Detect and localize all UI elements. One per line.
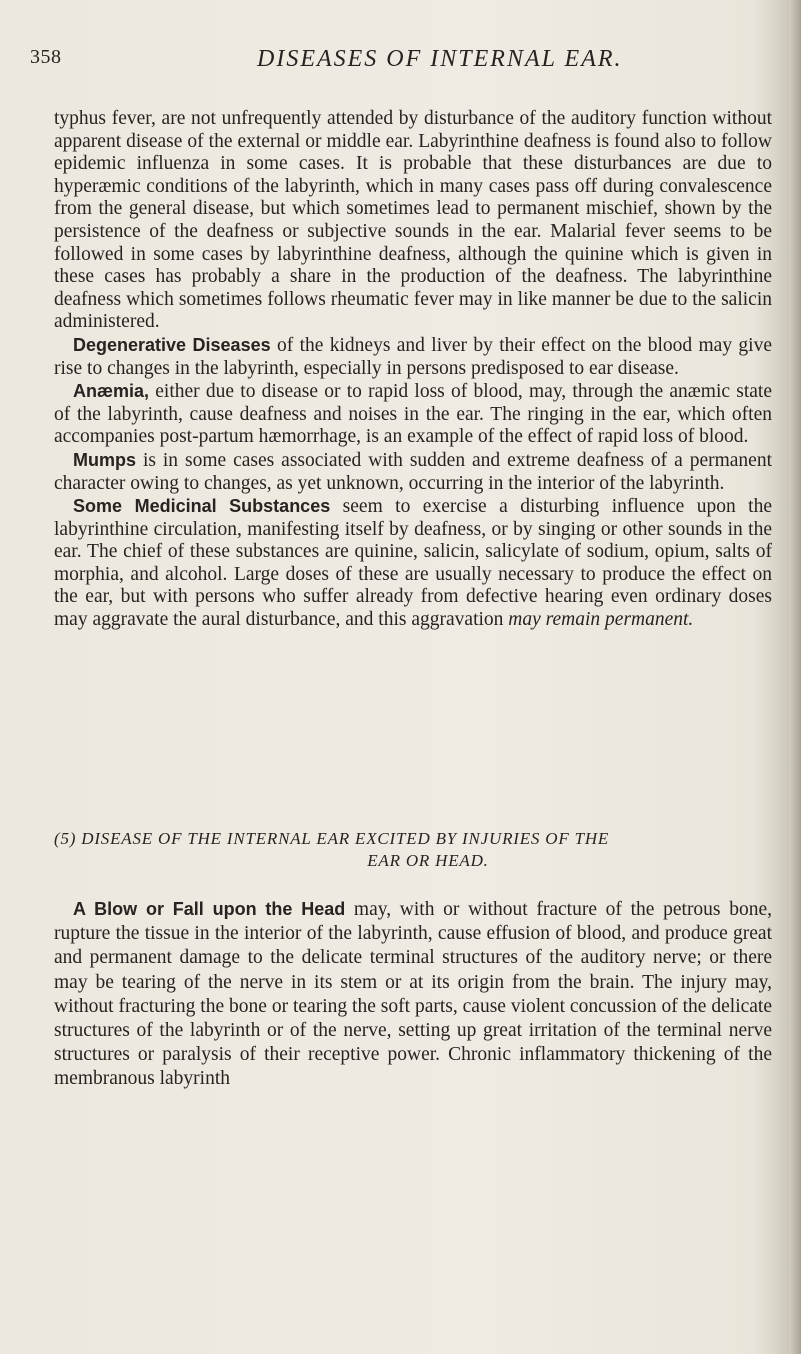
paragraph-fevers bbox=[54, 108, 772, 334]
paragraph-text: seem to exercise a disturbing influence upon the labyrinthine circulation, manifesting itself by deafness, or by singing or other sounds in the ear. The chief of these substances are quinine, salicin, salicylate of sodium, opium, salts of morphia, and alcohol. Large doses of these are usually necessary to produce the effect on the ear, but with persons who suffer already from defective hearing even ordinary doses may aggravate the aural disturbance, and this aggravation bbox=[54, 496, 772, 631]
paragraph-text: either due to disease or to rapid loss of blood, may, through the anæmic state of the labyrinth, cause deafness and noises in the ear. The ringing in the ear, which often accompanies post-partum hæmorrhage, is an example of the effect of rapid loss of blood. bbox=[54, 381, 772, 448]
paragraph-degenerative bbox=[54, 334, 772, 380]
running-head: DISEASES OF INTERNAL EAR. bbox=[257, 46, 623, 72]
page-edge bbox=[789, 0, 801, 1354]
paragraph-medicinal bbox=[54, 495, 772, 632]
paragraph-lead: Mumps bbox=[73, 449, 136, 470]
paragraph-lead: A Blow or Fall upon the Head bbox=[73, 899, 346, 919]
paragraph-lead: Anæmia, bbox=[73, 381, 150, 402]
paragraph-text: typhus fever, are not unfrequently attended by disturbance of the auditory function without apparent disease of the external or middle ear. Labyrinthine deafness is found also to follow epidemic influenza in some cases. It is probable that these disturbances are due to hyperæmic conditions of the labyrinth, which in many cases pass off during convalescence from the general disease, but which sometimes lead to permanent mischief, shown by the persistence of the deafness or subjective sounds in the ear. Malarial fever seems to be followed in some cases by labyrinthine deafness, although the quinine which is given in these cases has probably a share in the production of the deafness. The labyrinthine deafness which sometimes follows rheumatic fever may in like manner be due to the salicin administered. bbox=[54, 108, 772, 333]
section-heading bbox=[54, 828, 772, 872]
section-heading-line-2: EAR OR HEAD. bbox=[367, 851, 489, 870]
section-heading-line-1: (5) DISEASE OF THE INTERNAL EAR EXCITED BY INJURIES OF THE bbox=[54, 829, 610, 848]
page-number: 358 bbox=[30, 46, 62, 68]
paragraph-text: may, with or without fracture of the petrous bone, rupture the tissue in the interior of the labyrinth, cause effusion of blood, and produce great and permanent damage to the delicate terminal structures of the auditory nerve; or there may be tearing of the nerve in its stem or at its origin from the brain. The injury may, without fracturing the bone or tearing the soft parts, cause violent concussion of the delicate structures of the labyrinth or of the nerve, setting up great irritation of the terminal nerve structures or paralysis of their receptive power. Chronic inflammatory thickening of the membranous labyrinth bbox=[54, 899, 772, 1090]
section-body bbox=[54, 897, 772, 1092]
body-text bbox=[54, 108, 772, 632]
paragraph-lead: Some Medicinal Substances bbox=[73, 496, 331, 517]
paragraph-blow-or-fall bbox=[54, 897, 772, 1092]
paragraph-anaemia bbox=[54, 380, 772, 449]
paragraph-lead: Degenerative Diseases bbox=[73, 334, 271, 355]
paragraph-italic-tail: may remain permanent. bbox=[508, 609, 694, 631]
paragraph-mumps bbox=[54, 449, 772, 495]
paragraph-text: is in some cases associated with sudden and extreme deafness of a permanent character owing to changes, as yet unknown, occurring in the interior of the labyrinth. bbox=[54, 449, 772, 494]
paragraph-text: of the kidneys and liver by their effect on the blood may give rise to changes in the labyrinth, especially in persons predisposed to ear disease. bbox=[54, 334, 772, 379]
page-header bbox=[30, 42, 790, 82]
